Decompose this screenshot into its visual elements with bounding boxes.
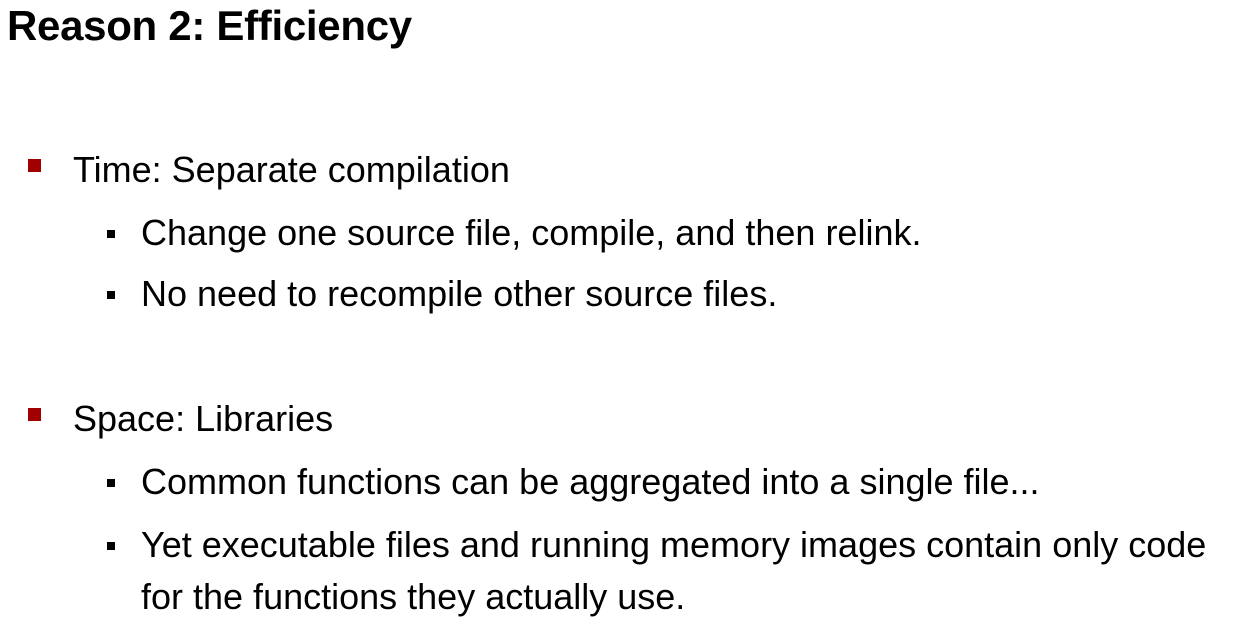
bullet-time <box>73 149 510 191</box>
small-square-bullet-icon <box>107 291 115 299</box>
sub-bullet-common-functions <box>141 456 1231 508</box>
bullet-label: Time: Separate compilation <box>73 149 510 190</box>
small-square-bullet-icon <box>107 542 115 550</box>
small-square-bullet-icon <box>107 479 115 487</box>
sub-bullet-change-file <box>141 207 1231 259</box>
sub-bullet-no-recompile <box>141 268 1231 320</box>
sub-bullet-text: Yet executable files and running memory images contain only code for the functions they actually use. <box>141 524 1207 617</box>
bullet-label: Space: Libraries <box>73 398 334 439</box>
slide-title: Reason 2: Efficiency <box>7 2 412 49</box>
bullet-space <box>73 398 333 440</box>
square-bullet-icon <box>28 159 41 172</box>
small-square-bullet-icon <box>107 230 115 238</box>
square-bullet-icon <box>28 408 41 421</box>
sub-bullet-text: No need to recompile other source files. <box>141 273 778 314</box>
sub-bullet-text: Common functions can be aggregated into a single file... <box>141 461 1040 502</box>
sub-bullet-text: Change one source file, compile, and then relink. <box>141 212 922 253</box>
sub-bullet-executable-files <box>141 519 1231 623</box>
